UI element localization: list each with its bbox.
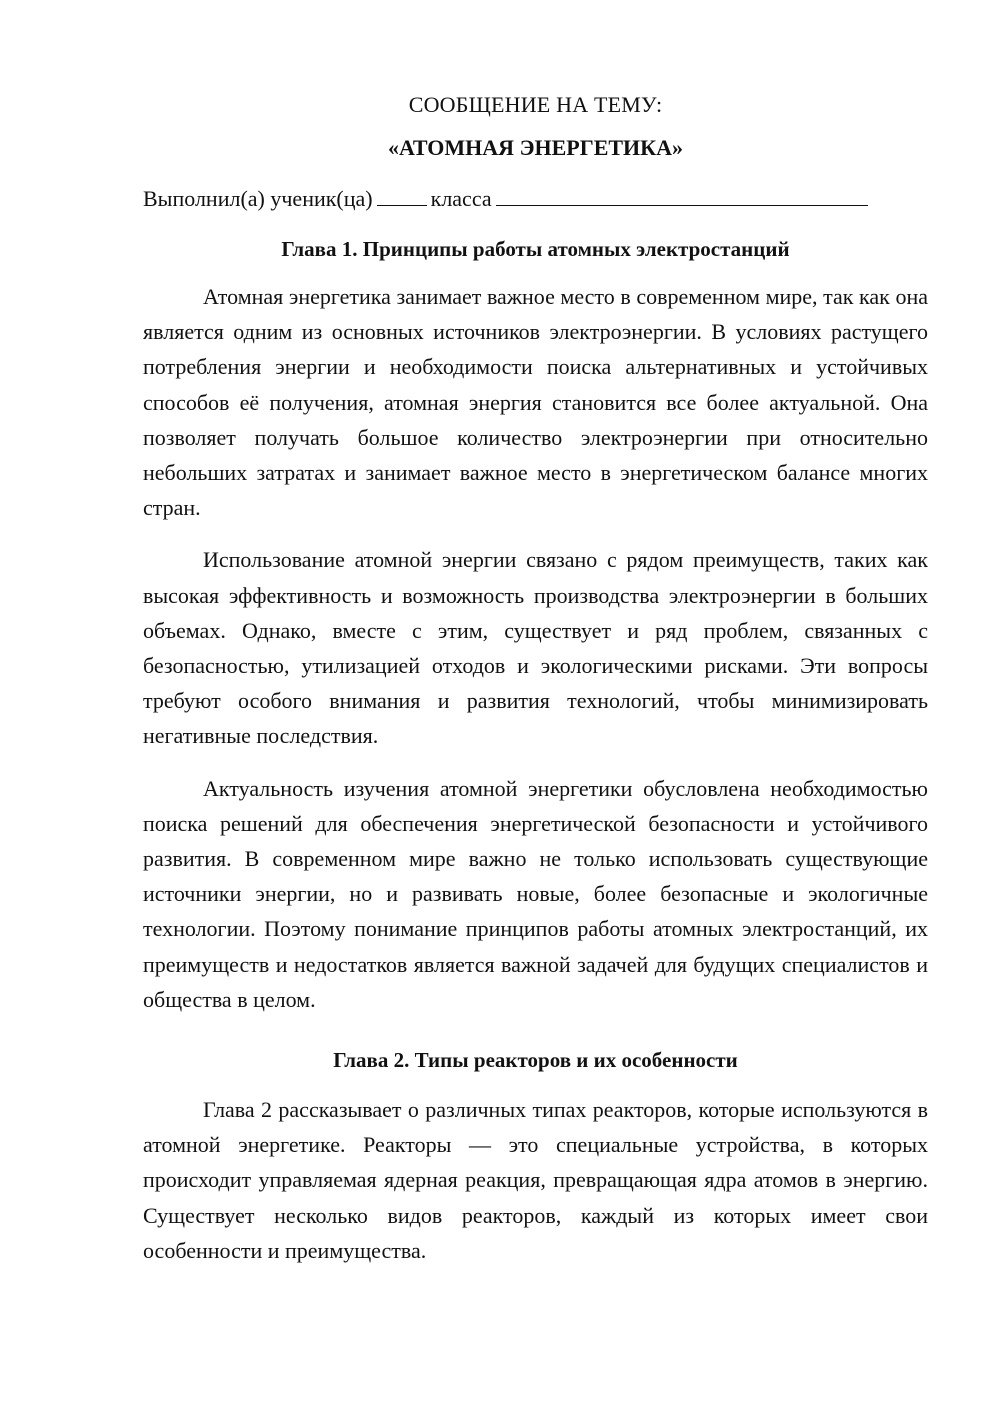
performer-label: Выполнил(а) ученик(ца) bbox=[143, 186, 373, 211]
chapter-2 bbox=[143, 1045, 928, 1268]
paragraph: Использование атомной энергии связано с рядом преимуществ, таких как высокая эффективность и возможность производства электроэнергии в больших объемах. Однако, вместе с этим, существует и ряд проблем, связанных с безопасностью, утилизацией отходов и экологическими рисками. Эти вопросы требуют особого внимания и развития технологий, чтобы минимизировать негативные последствия. bbox=[143, 547, 928, 749]
document-page bbox=[143, 90, 928, 1285]
class-label: класса bbox=[430, 186, 492, 211]
class-number-blank bbox=[377, 185, 427, 206]
chapter-heading: Глава 1. Принципы работы атомных электростанций bbox=[281, 237, 790, 261]
chapter-heading: Глава 2. Типы реакторов и их особенности bbox=[333, 1048, 738, 1073]
paragraph: Актуальность изучения атомной энергетики обусловлена необходимостью поиска решений для обеспечения энергетической безопасности и устойчивого развития. В современном мире важно не только использовать существующие источники энергии, но и развивать новые, более безопасные и экологичные технологии. Поэтому понимание принципов работы атомных электростанций, их преимуществ и недостатков является важной задачей для будущих специалистов и общества в целом. bbox=[143, 775, 928, 1012]
document-title: СООБЩЕНИЕ НА ТЕМУ: bbox=[408, 92, 663, 117]
document-subtitle: «АТОМНАЯ ЭНЕРГЕТИКА» bbox=[387, 135, 684, 160]
paragraph: Атомная энергетика занимает важное место в современном мире, так как она является одним из основных источников электроэнергии. В условиях растущего потребления энергии и необходимости поиска альтернативных и устойчивых способов её получения, атомная энергия становится все более актуальной. Она позволяет получать большое количество электроэнергии при относительно небольших затратах и занимает важное место в энергетическом балансе многих стран. bbox=[143, 284, 928, 521]
paragraph: Глава 2 рассказывает о различных типах реакторов, которые используются в атомной энергетике. Реакторы — это специальные устройства, в которых происходит управляемая ядерная реакция, превращающая ядра атомов в энергию. Существует несколько видов реакторов, каждый из которых имеет свои особенности и преимущества. bbox=[143, 1097, 928, 1263]
performer-line bbox=[143, 184, 928, 214]
student-name-blank bbox=[496, 185, 868, 206]
chapter-1 bbox=[143, 234, 928, 1017]
